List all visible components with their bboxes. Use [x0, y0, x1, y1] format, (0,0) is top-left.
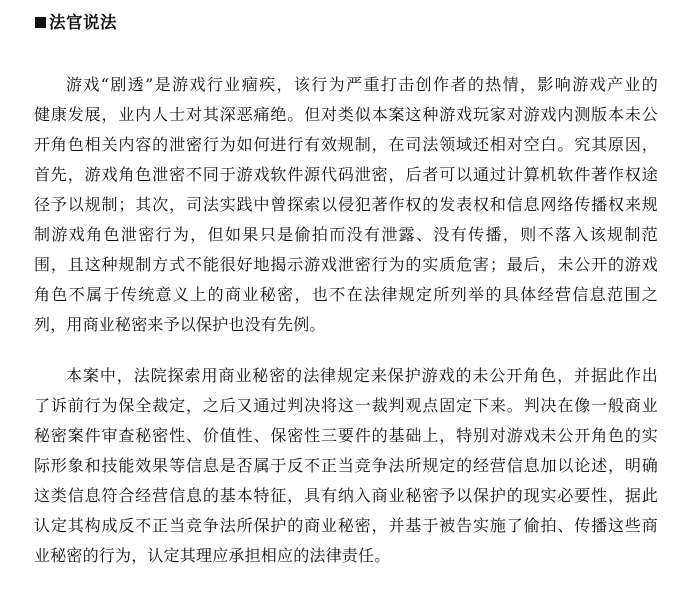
paragraph-line: 健康发展，业内人士对其深恶痛绝。但对类似本案这种游戏玩家对游戏内测版本未公 — [34, 105, 658, 124]
paragraph-line: 开角色相关内容的泄密行为如何进行有效规制，在司法领域还相对空白。究其原因， — [34, 135, 658, 154]
paragraph-line: 首先，游戏角色泄密不同于游戏软件源代码泄密，后者可以通过计算机软件著作权途 — [34, 165, 658, 184]
paragraph-line: 围，且这种规制方式不能很好地揭示游戏泄密行为的实质危害；最后，未公开的游戏 — [34, 255, 658, 274]
paragraph-line: 业秘密的行为，认定其理应承担相应的法律责任。 — [34, 546, 391, 565]
paragraph-line: 际形象和技能效果等信息是否属于反不正当竞争法所规定的经营信息加以论述，明确 — [34, 456, 658, 475]
section-title: 法官说法 — [49, 13, 117, 32]
paragraph-line: 秘密案件审查秘密性、价值性、保密性三要件的基础上，特别对游戏未公开角色的实 — [34, 426, 658, 445]
paragraph-line: 径予以规制；其次，司法实践中曾探索以侵犯著作权的发表权和信息网络传播权来规 — [34, 195, 658, 214]
paragraph-1 — [34, 70, 658, 340]
paragraph-line: 游戏“剧透”是游戏行业痼疾，该行为严重打击创作者的热情，影响游戏产业的 — [66, 75, 658, 94]
section-heading — [35, 12, 117, 34]
paragraph-line: 角色不属于传统意义上的商业秘密，也不在法律规定所列举的具体经营信息范围之 — [34, 285, 658, 304]
paragraph-line: 制游戏角色泄密行为，但如果只是偷拍而没有泄露、没有传播，则不落入该规制范 — [34, 225, 658, 244]
paragraph-line: 认定其构成反不正当竞争法所保护的商业秘密，并基于被告实施了偷拍、传播这些商 — [34, 516, 658, 535]
paragraph-line: 了诉前行为保全裁定，之后又通过判决将这一裁判观点固定下来。判决在像一般商业 — [34, 396, 658, 415]
paragraph-2 — [34, 361, 658, 571]
paragraph-line: 列，用商业秘密来予以保护也没有先例。 — [34, 315, 326, 334]
paragraph-line: 本案中，法院探索用商业秘密的法律规定来保护游戏的未公开角色，并据此作出 — [66, 366, 658, 385]
square-bullet-icon — [35, 17, 46, 28]
paragraph-line: 这类信息符合经营信息的基本特征，具有纳入商业秘密予以保护的现实必要性，据此 — [34, 486, 658, 505]
